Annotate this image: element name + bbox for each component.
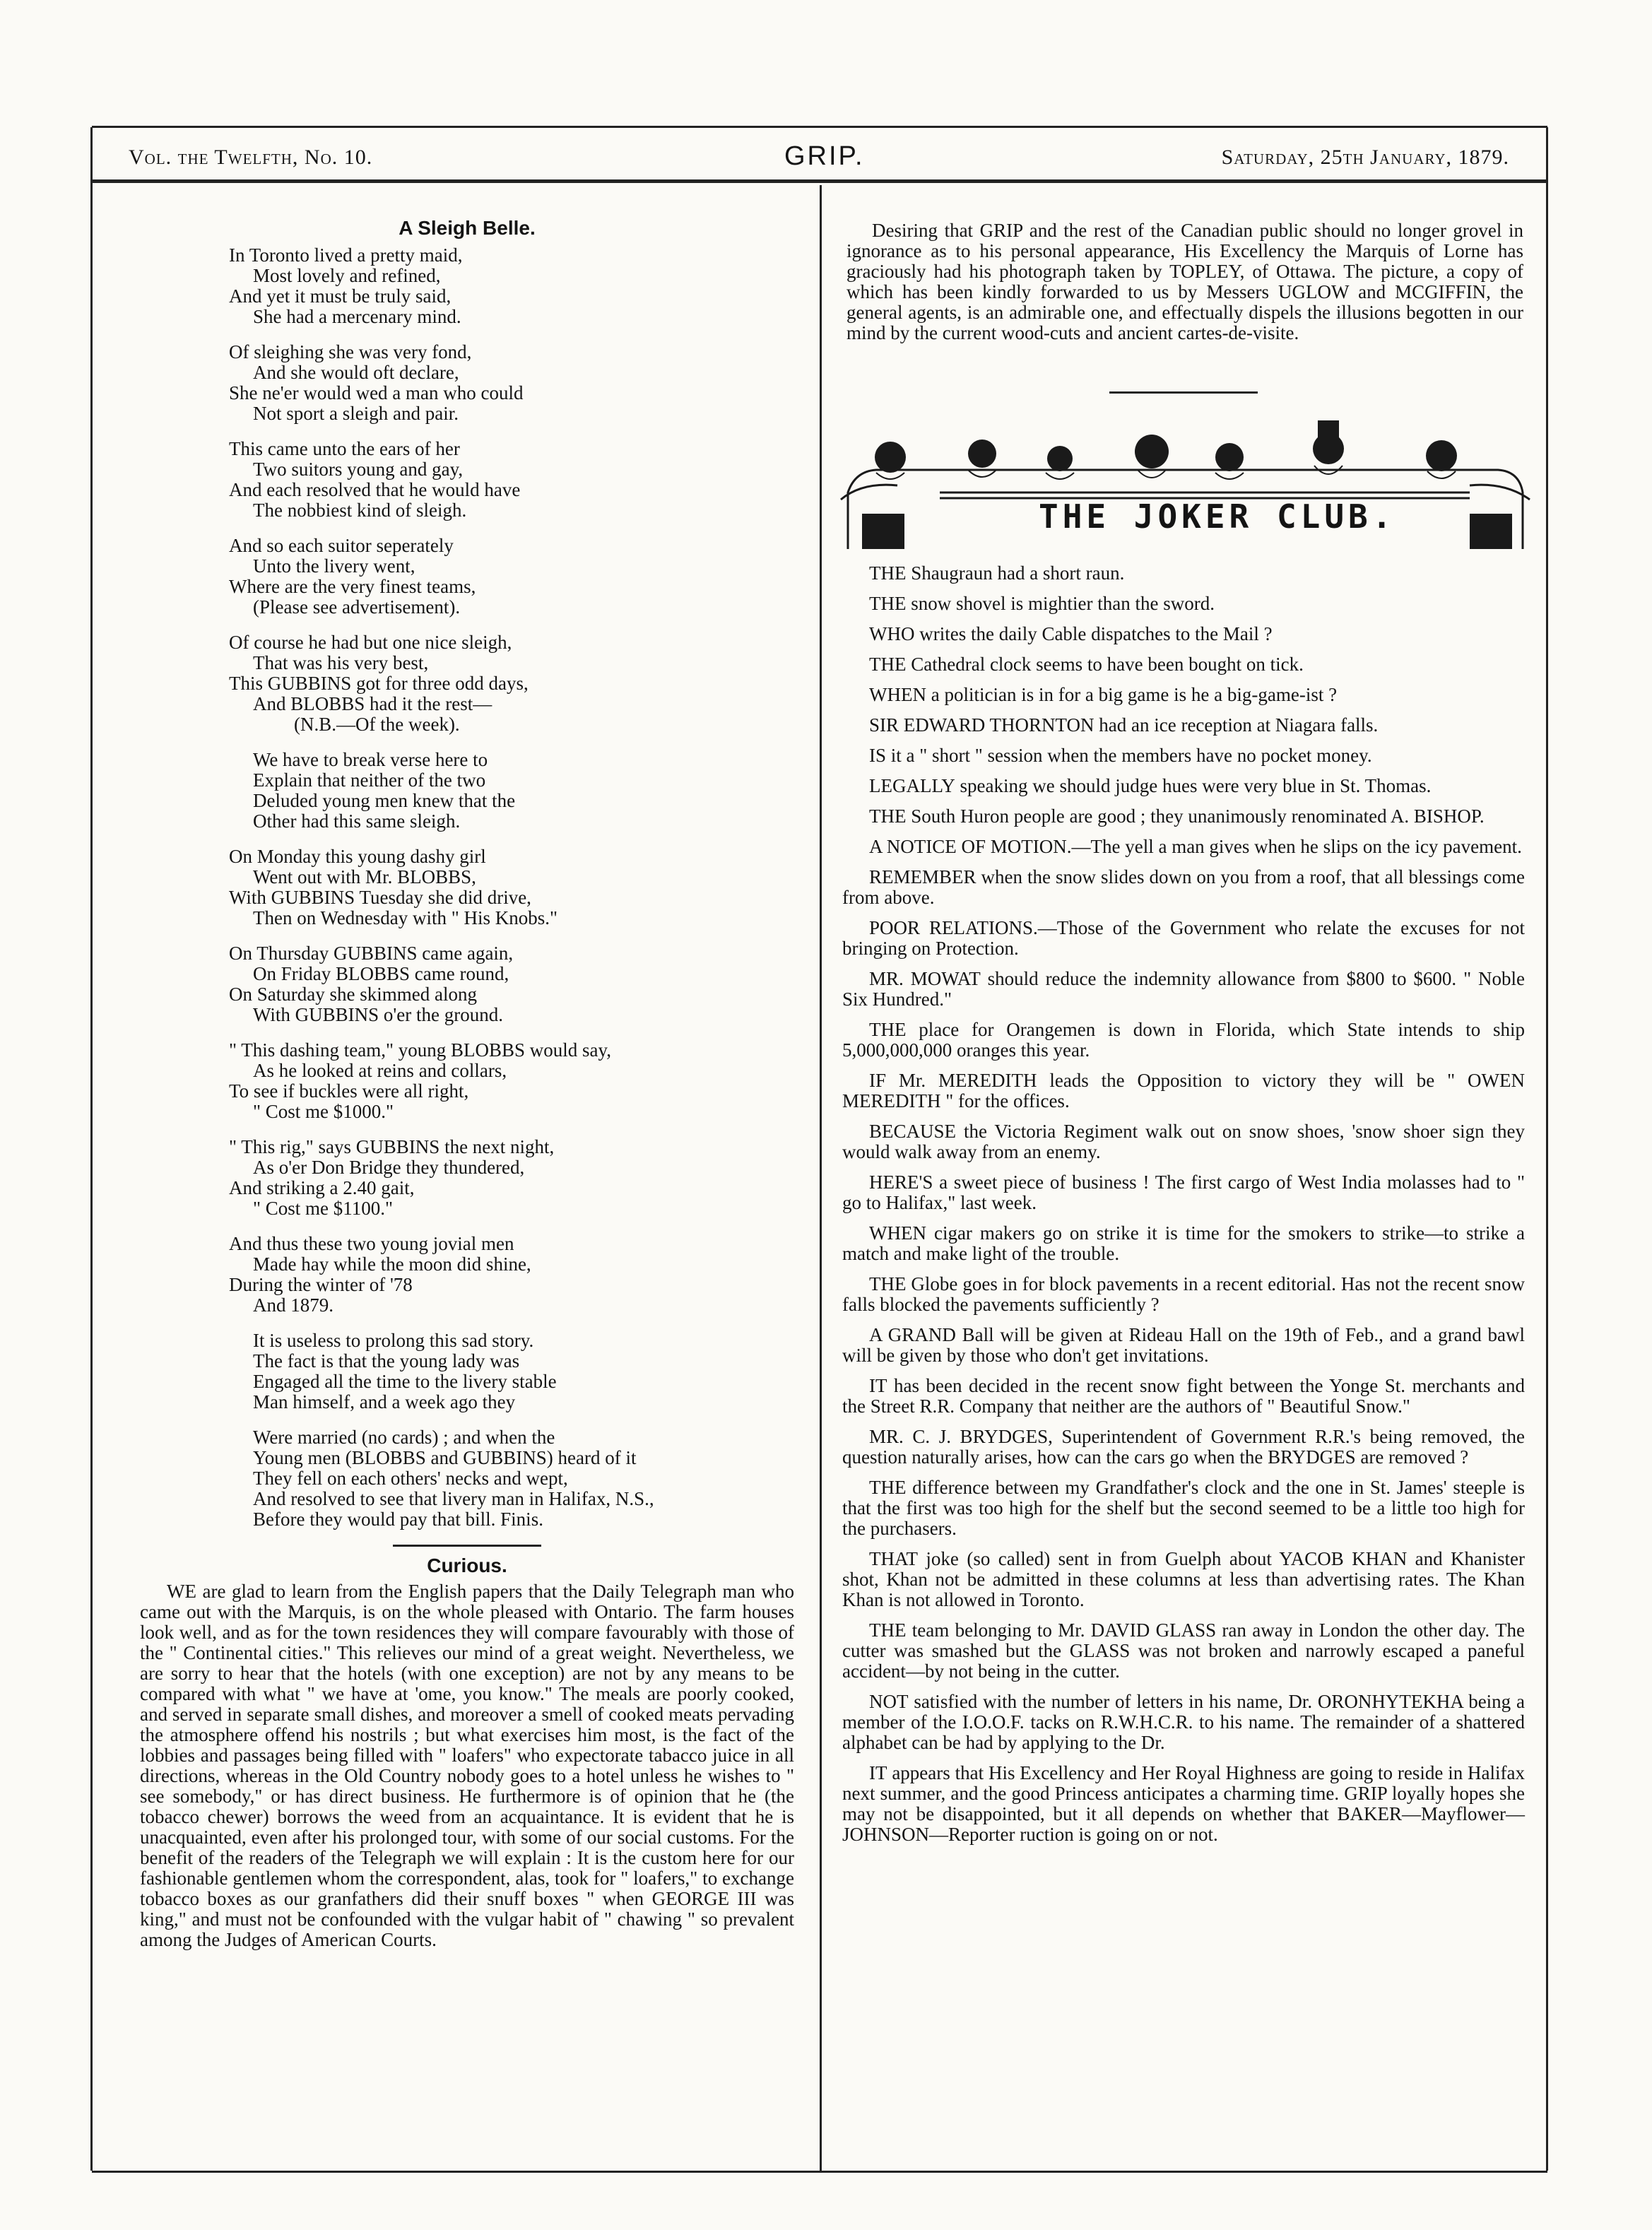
curious-article: WE are glad to learn from the English papers that the Daily Telegraph man who came out with the Marquis, is on the whole pleased with Ontario. The farm houses look well, and as for the town residences they will compare favourably with those of the " Continental cities." This relieves our mind of a great weight. Nevertheless, we are sorry to hear that the hotels (with one exception) are not by any means to be compared with what " we have at 'ome, you know." The meals are poorly cooked, and served in separate small dishes, and moreover a smell of cooked meats pervading the atmosphere offend his nostrils ; but what exercises him most, is the fact of the lobbies and passages being filled with " loafers" who expectorate tabacco juice in all directions, whereas in the Old Country nobody goes to a hotel unless he wishes to " see somebody," or has direct business. He furthermore is of opinion that he (the tobacco chewer) borrows the weed from an acquaintance. It is evident that he is unacquainted, even after his prolonged tour, with some of our social customs. For the benefit of the readers of the Telegraph we will explain : It is the custom here for our fashionable gentlemen whom the correspondent, alas, took for " loafers," to exchange tobacco boxes as our granfathers did their snuff boxes " when GEORGE III was king," and must not be confounded with the vulgar habit of " chawing " so prevalent among the Judges of American Courts. bbox=[140, 1581, 794, 1950]
joke-item bbox=[834, 1172, 1533, 1213]
poem-line: And striking a 2.40 gait, bbox=[229, 1177, 415, 1198]
joke-lead: SIR EDWARD THORNTON bbox=[869, 714, 1095, 736]
joke-text: satisfied with the number of letters in his name, Dr. ORONHYTEKHA being a member of the I.O.O.F. tacks on R.W.H.C.R. to his name. The remainder of a shattered alphabet can be had by applying to the Dr. bbox=[842, 1691, 1525, 1753]
poem-line: Of sleighing she was very fond, bbox=[229, 341, 472, 362]
poem-line: As o'er Don Bridge they thundered, bbox=[253, 1157, 525, 1178]
joke-lead: THE bbox=[869, 562, 907, 584]
top-hat-icon bbox=[1318, 420, 1339, 439]
joke-text: Cathedral clock seems to have been bought on tick. bbox=[906, 654, 1304, 675]
joke-lead: THE bbox=[869, 593, 907, 614]
poem-line: She had a mercenary mind. bbox=[253, 306, 461, 327]
issue-date: Saturday, 25th January, 1879. bbox=[1221, 146, 1509, 169]
joke-lead: IS bbox=[869, 745, 887, 766]
joker-club-banner bbox=[834, 415, 1533, 556]
joke-text: speaking we should judge hues were very blue in St. Thomas. bbox=[955, 775, 1432, 796]
joke-lead: A GRAND bbox=[869, 1324, 956, 1345]
right-column bbox=[834, 185, 1533, 1855]
paper-title: GRIP. bbox=[784, 141, 865, 171]
joke-item bbox=[834, 745, 1533, 766]
column-divider bbox=[820, 185, 822, 2171]
joke-lead: BECAUSE bbox=[869, 1121, 957, 1142]
joke-text: had an ice reception at Niagara falls. bbox=[1094, 714, 1379, 736]
poem-stanza bbox=[229, 245, 803, 327]
joke-lead: IF bbox=[869, 1070, 887, 1091]
section-divider bbox=[1109, 391, 1258, 394]
joke-lead: REMEMBER bbox=[869, 866, 977, 887]
joke-item bbox=[834, 918, 1533, 959]
poem-stanza bbox=[229, 750, 803, 832]
joke-lead: POOR RELATIONS. bbox=[869, 917, 1038, 938]
poem-line: Explain that neither of the two bbox=[253, 769, 486, 791]
joke-lead: THAT bbox=[869, 1548, 918, 1569]
poem-line: The nobbiest kind of sleigh. bbox=[253, 500, 467, 521]
joke-lead: IT bbox=[869, 1762, 887, 1783]
joke-item bbox=[834, 654, 1533, 675]
joker-figure-3 bbox=[1047, 446, 1073, 471]
poem-line: Young men (BLOBBS and GUBBINS) heard of it bbox=[253, 1447, 637, 1468]
joke-item bbox=[834, 1763, 1533, 1845]
poem-line: This came unto the ears of her bbox=[229, 438, 460, 459]
joke-item bbox=[834, 1427, 1533, 1468]
joke-text: a sweet piece of business ! The first cargo of West India molasses had to " go to Halifax," last week. bbox=[842, 1172, 1525, 1213]
poem-line: " Cost me $1100." bbox=[253, 1198, 394, 1219]
joke-item bbox=[834, 969, 1533, 1010]
poem-line: Most lovely and refined, bbox=[253, 265, 441, 286]
poem-line: Unto the livery went, bbox=[253, 555, 415, 577]
joke-text: Shaugraun had a short raun. bbox=[906, 562, 1125, 584]
joke-text: the Victoria Regiment walk out on snow shoes, 'snow shoer sign they would walk away from an enemy. bbox=[842, 1121, 1525, 1162]
joke-text: a politician is in for a big game is he a big-game-ist ? bbox=[926, 684, 1338, 705]
joke-text: it a " short " session when the members have no pocket money. bbox=[886, 745, 1372, 766]
right-ornament bbox=[1470, 514, 1512, 549]
poem-line: On Friday BLOBBS came round, bbox=[253, 963, 509, 984]
poem-line: It is useless to prolong this sad story. bbox=[253, 1330, 534, 1351]
joke-item bbox=[834, 1620, 1533, 1682]
bottom-rule bbox=[92, 2171, 1547, 2173]
joke-text: South Huron people are good ; they unanimously renominated A. BISHOP. bbox=[906, 806, 1485, 827]
poem-line: Engaged all the time to the livery stable bbox=[253, 1371, 557, 1392]
joke-text: difference between my Grandfather's clock and the one in St. James' steeple is that the first was too high for the shelf but the second seemed to be a little too high for the purchasers. bbox=[842, 1477, 1525, 1539]
poem-line: Man himself, and a week ago they bbox=[253, 1391, 516, 1412]
poem-line: Were married (no cards) ; and when the bbox=[253, 1427, 555, 1448]
poem-line: This GUBBINS got for three odd days, bbox=[229, 673, 529, 694]
poem-line: " This dashing team," young BLOBBS would say, bbox=[229, 1039, 612, 1061]
joke-text: cigar makers go on strike it is time for the smokers to strike—to strike a match and make light of the trouble. bbox=[842, 1222, 1525, 1264]
poem-line: " This rig," says GUBBINS the next night, bbox=[229, 1136, 555, 1157]
joke-item bbox=[834, 1477, 1533, 1539]
joke-item bbox=[834, 1121, 1533, 1162]
joke-text: place for Orangemen is down in Florida, which State intends to ship 5,000,000,000 oranges this year. bbox=[842, 1019, 1525, 1061]
joker-figure-4 bbox=[1135, 435, 1169, 468]
poem-stanza bbox=[229, 1137, 803, 1219]
poem-body bbox=[131, 245, 803, 1530]
poem-line: With GUBBINS o'er the ground. bbox=[253, 1004, 503, 1025]
poem-line: As he looked at reins and collars, bbox=[253, 1060, 507, 1081]
poem-line: Two suitors young and gay, bbox=[253, 459, 464, 480]
joker-club-title: THE JOKER CLUB. bbox=[1039, 497, 1396, 536]
joke-lead: THE bbox=[869, 1477, 907, 1498]
poem-line: On Monday this young dashy girl bbox=[229, 846, 486, 867]
joker-figure-5 bbox=[1215, 443, 1244, 471]
joke-item bbox=[834, 1376, 1533, 1417]
poem-stanza bbox=[229, 1331, 803, 1412]
poem-line: Deluded young men knew that the bbox=[253, 790, 516, 811]
joke-item bbox=[834, 563, 1533, 584]
poem-line: Of course he had but one nice sleigh, bbox=[229, 632, 512, 653]
section-divider bbox=[393, 1545, 541, 1547]
joke-lead: THE bbox=[869, 1273, 907, 1294]
joke-text: Globe goes in for block pavements in a recent editorial. Has not the recent snow falls blocked the pavements sufficiently ? bbox=[842, 1273, 1525, 1315]
joke-item bbox=[834, 1070, 1533, 1111]
joke-item bbox=[834, 1223, 1533, 1264]
poem-line: Where are the very finest teams, bbox=[229, 576, 476, 597]
joke-item bbox=[834, 1325, 1533, 1366]
joke-item bbox=[834, 837, 1533, 857]
joke-lead: LEGALLY bbox=[869, 775, 955, 796]
joke-lead: MR. C. J. BRYDGES, bbox=[869, 1426, 1053, 1447]
poem-line: Before they would pay that bill. Finis. bbox=[253, 1509, 543, 1530]
joke-lead: IT bbox=[869, 1375, 887, 1396]
joke-item bbox=[834, 1549, 1533, 1610]
joke-item bbox=[834, 624, 1533, 644]
poem-line: And BLOBBS had it the rest— bbox=[253, 693, 492, 714]
poem-line: And she would oft declare, bbox=[253, 362, 459, 383]
joke-text: when the snow slides down on you from a roof, that all blessings come from above. bbox=[842, 866, 1525, 908]
joke-text: —The yell a man gives when he slips on the icy pavement. bbox=[1071, 836, 1522, 857]
poem-line: On Saturday she skimmed along bbox=[229, 984, 477, 1005]
joke-text: team belonging to Mr. DAVID GLASS ran away in London the other day. The cutter was smashed but the GLASS was not broken and narrowly escaped a paneful accident—by not being in the cutter. bbox=[842, 1620, 1525, 1682]
masthead-rule bbox=[92, 179, 1547, 183]
joke-lead: A NOTICE OF MOTION. bbox=[869, 836, 1072, 857]
joke-lead: WHO bbox=[869, 623, 915, 644]
joke-lead: NOT bbox=[869, 1691, 909, 1712]
joke-item bbox=[834, 1274, 1533, 1315]
poem-line: And resolved to see that livery man in Halifax, N.S., bbox=[253, 1488, 654, 1509]
poem-line: They fell on each others' necks and wept, bbox=[253, 1468, 568, 1489]
poem-line: Other had this same sleigh. bbox=[253, 810, 461, 832]
poem-line: With GUBBINS Tuesday she did drive, bbox=[229, 887, 531, 908]
joke-item bbox=[834, 1020, 1533, 1061]
joke-item bbox=[834, 1692, 1533, 1753]
joke-text: Superintendent of Government R.R.'s being removed, the question naturally arises, how can the cars go when the BRYDGES are removed ? bbox=[842, 1426, 1525, 1468]
poem-stanza bbox=[229, 1040, 803, 1122]
joke-item bbox=[834, 867, 1533, 908]
poem-stanza bbox=[229, 536, 803, 618]
joke-lead: WHEN bbox=[869, 684, 926, 705]
joke-lead: THE bbox=[869, 654, 907, 675]
poem-line: She ne'er would wed a man who could bbox=[229, 382, 524, 403]
joke-lead: THE bbox=[869, 1620, 907, 1641]
joke-item bbox=[834, 715, 1533, 736]
joke-item bbox=[834, 806, 1533, 827]
poem-line: And so each suitor seperately bbox=[229, 535, 454, 556]
poem-line: To see if buckles were all right, bbox=[229, 1080, 469, 1102]
poem-line: On Thursday GUBBINS came again, bbox=[229, 943, 514, 964]
joke-text: appears that His Excellency and Her Royal Highness are going to reside in Halifax next summer, and the good Princess anticipates a charming time. GRIP loyally hopes she may not be disappointed, but it all depends on whether that BAKER—Mayflower—JOHNSON—Reporter ruction is going on or not. bbox=[842, 1762, 1525, 1845]
joker-figure-1 bbox=[875, 442, 906, 473]
poem-line: Went out with Mr. BLOBBS, bbox=[253, 866, 476, 887]
poem-stanza bbox=[229, 1234, 803, 1316]
photograph-notice: Desiring that GRIP and the rest of the Canadian public should no longer grovel in ignorance as to his personal appearance, His Excellency the Marquis of Lorne has graciously had his photograph taken by TOPLEY, of Ottawa. The picture, a copy of which has been kindly forwarded to us by Messers UGLOW and MCGIFFIN, the general agents, is an admirable one, and effectually dispels the illusions begotten in our mind by the current wood-cuts and ancient cartes-de-visite. bbox=[846, 220, 1523, 343]
left-frame-rule bbox=[90, 127, 93, 2171]
poem-line: And 1879. bbox=[253, 1294, 334, 1316]
poem-line: Not sport a sleigh and pair. bbox=[253, 403, 459, 424]
joke-lead: HERE'S bbox=[869, 1172, 933, 1193]
joke-text: has been decided in the recent snow fight between the Yonge St. merchants and the Street R.R. Company that neither are the authors of " Beautiful Snow." bbox=[842, 1375, 1525, 1417]
poem-stanza bbox=[229, 1427, 803, 1530]
poem-line: And thus these two young jovial men bbox=[229, 1233, 514, 1254]
poem-line: " Cost me $1000." bbox=[253, 1101, 394, 1122]
joke-lead: MR. MOWAT bbox=[869, 968, 981, 989]
volume-info: Vol. the Twelfth, No. 10. bbox=[129, 146, 373, 169]
joke-item bbox=[834, 594, 1533, 614]
joke-list bbox=[834, 563, 1533, 1845]
joke-lead: THE bbox=[869, 806, 907, 827]
poem-stanza bbox=[229, 632, 803, 735]
right-frame-rule bbox=[1546, 127, 1548, 2171]
poem-stanza bbox=[229, 943, 803, 1025]
poem-line: The fact is that the young lady was bbox=[253, 1350, 520, 1371]
poem-line: (Please see advertisement). bbox=[253, 596, 461, 618]
poem-line: In Toronto lived a pretty maid, bbox=[229, 244, 463, 266]
joke-text: writes the daily Cable dispatches to the Mail ? bbox=[914, 623, 1273, 644]
joke-text: Mr. MEREDITH leads the Opposition to victory they will be " OWEN MEREDITH " for the offices. bbox=[842, 1070, 1525, 1111]
left-column bbox=[131, 185, 803, 1950]
left-ornament bbox=[862, 514, 904, 549]
joke-lead: THE bbox=[869, 1019, 907, 1040]
masthead bbox=[92, 127, 1547, 179]
joker-figure-2 bbox=[968, 439, 996, 468]
poem-title: A Sleigh Belle. bbox=[399, 217, 536, 239]
poem-line: And each resolved that he would have bbox=[229, 479, 521, 500]
poem-line: That was his very best, bbox=[253, 652, 429, 673]
joke-text: Ball will be given at Rideau Hall on the 19th of Feb., and a grand bawl will be given by those who don't get invitations. bbox=[842, 1324, 1526, 1366]
joke-text: joke (so called) sent in from Guelph about YACOB KHAN and Khanister shot, Khan not be admitted in these columns at less than advertising rates. The Khan Khan is not allowed in Toronto. bbox=[842, 1548, 1525, 1610]
poem-stanza bbox=[229, 439, 803, 521]
poem-stanza bbox=[229, 846, 803, 928]
joke-item bbox=[834, 685, 1533, 705]
poem-stanza bbox=[229, 342, 803, 424]
joke-item bbox=[834, 776, 1533, 796]
joke-text: —Those of the Government who relate the excuses for not bringing on Protection. bbox=[842, 917, 1525, 959]
joke-text: snow shovel is mightier than the sword. bbox=[906, 593, 1215, 614]
joke-text: should reduce the indemnity allowance from $800 to $600. " Noble Six Hundred." bbox=[842, 968, 1526, 1010]
poem-line: Then on Wednesday with " His Knobs." bbox=[253, 907, 558, 928]
poem-line: Made hay while the moon did shine, bbox=[253, 1253, 531, 1275]
poem-line: During the winter of '78 bbox=[229, 1274, 413, 1295]
poem-line: And yet it must be truly said, bbox=[229, 285, 452, 307]
curious-title: Curious. bbox=[427, 1554, 507, 1576]
joke-lead: WHEN bbox=[869, 1222, 926, 1244]
poem-line: (N.B.—Of the week). bbox=[294, 714, 460, 735]
poem-line: We have to break verse here to bbox=[253, 749, 488, 770]
joker-figure-7 bbox=[1426, 440, 1457, 471]
